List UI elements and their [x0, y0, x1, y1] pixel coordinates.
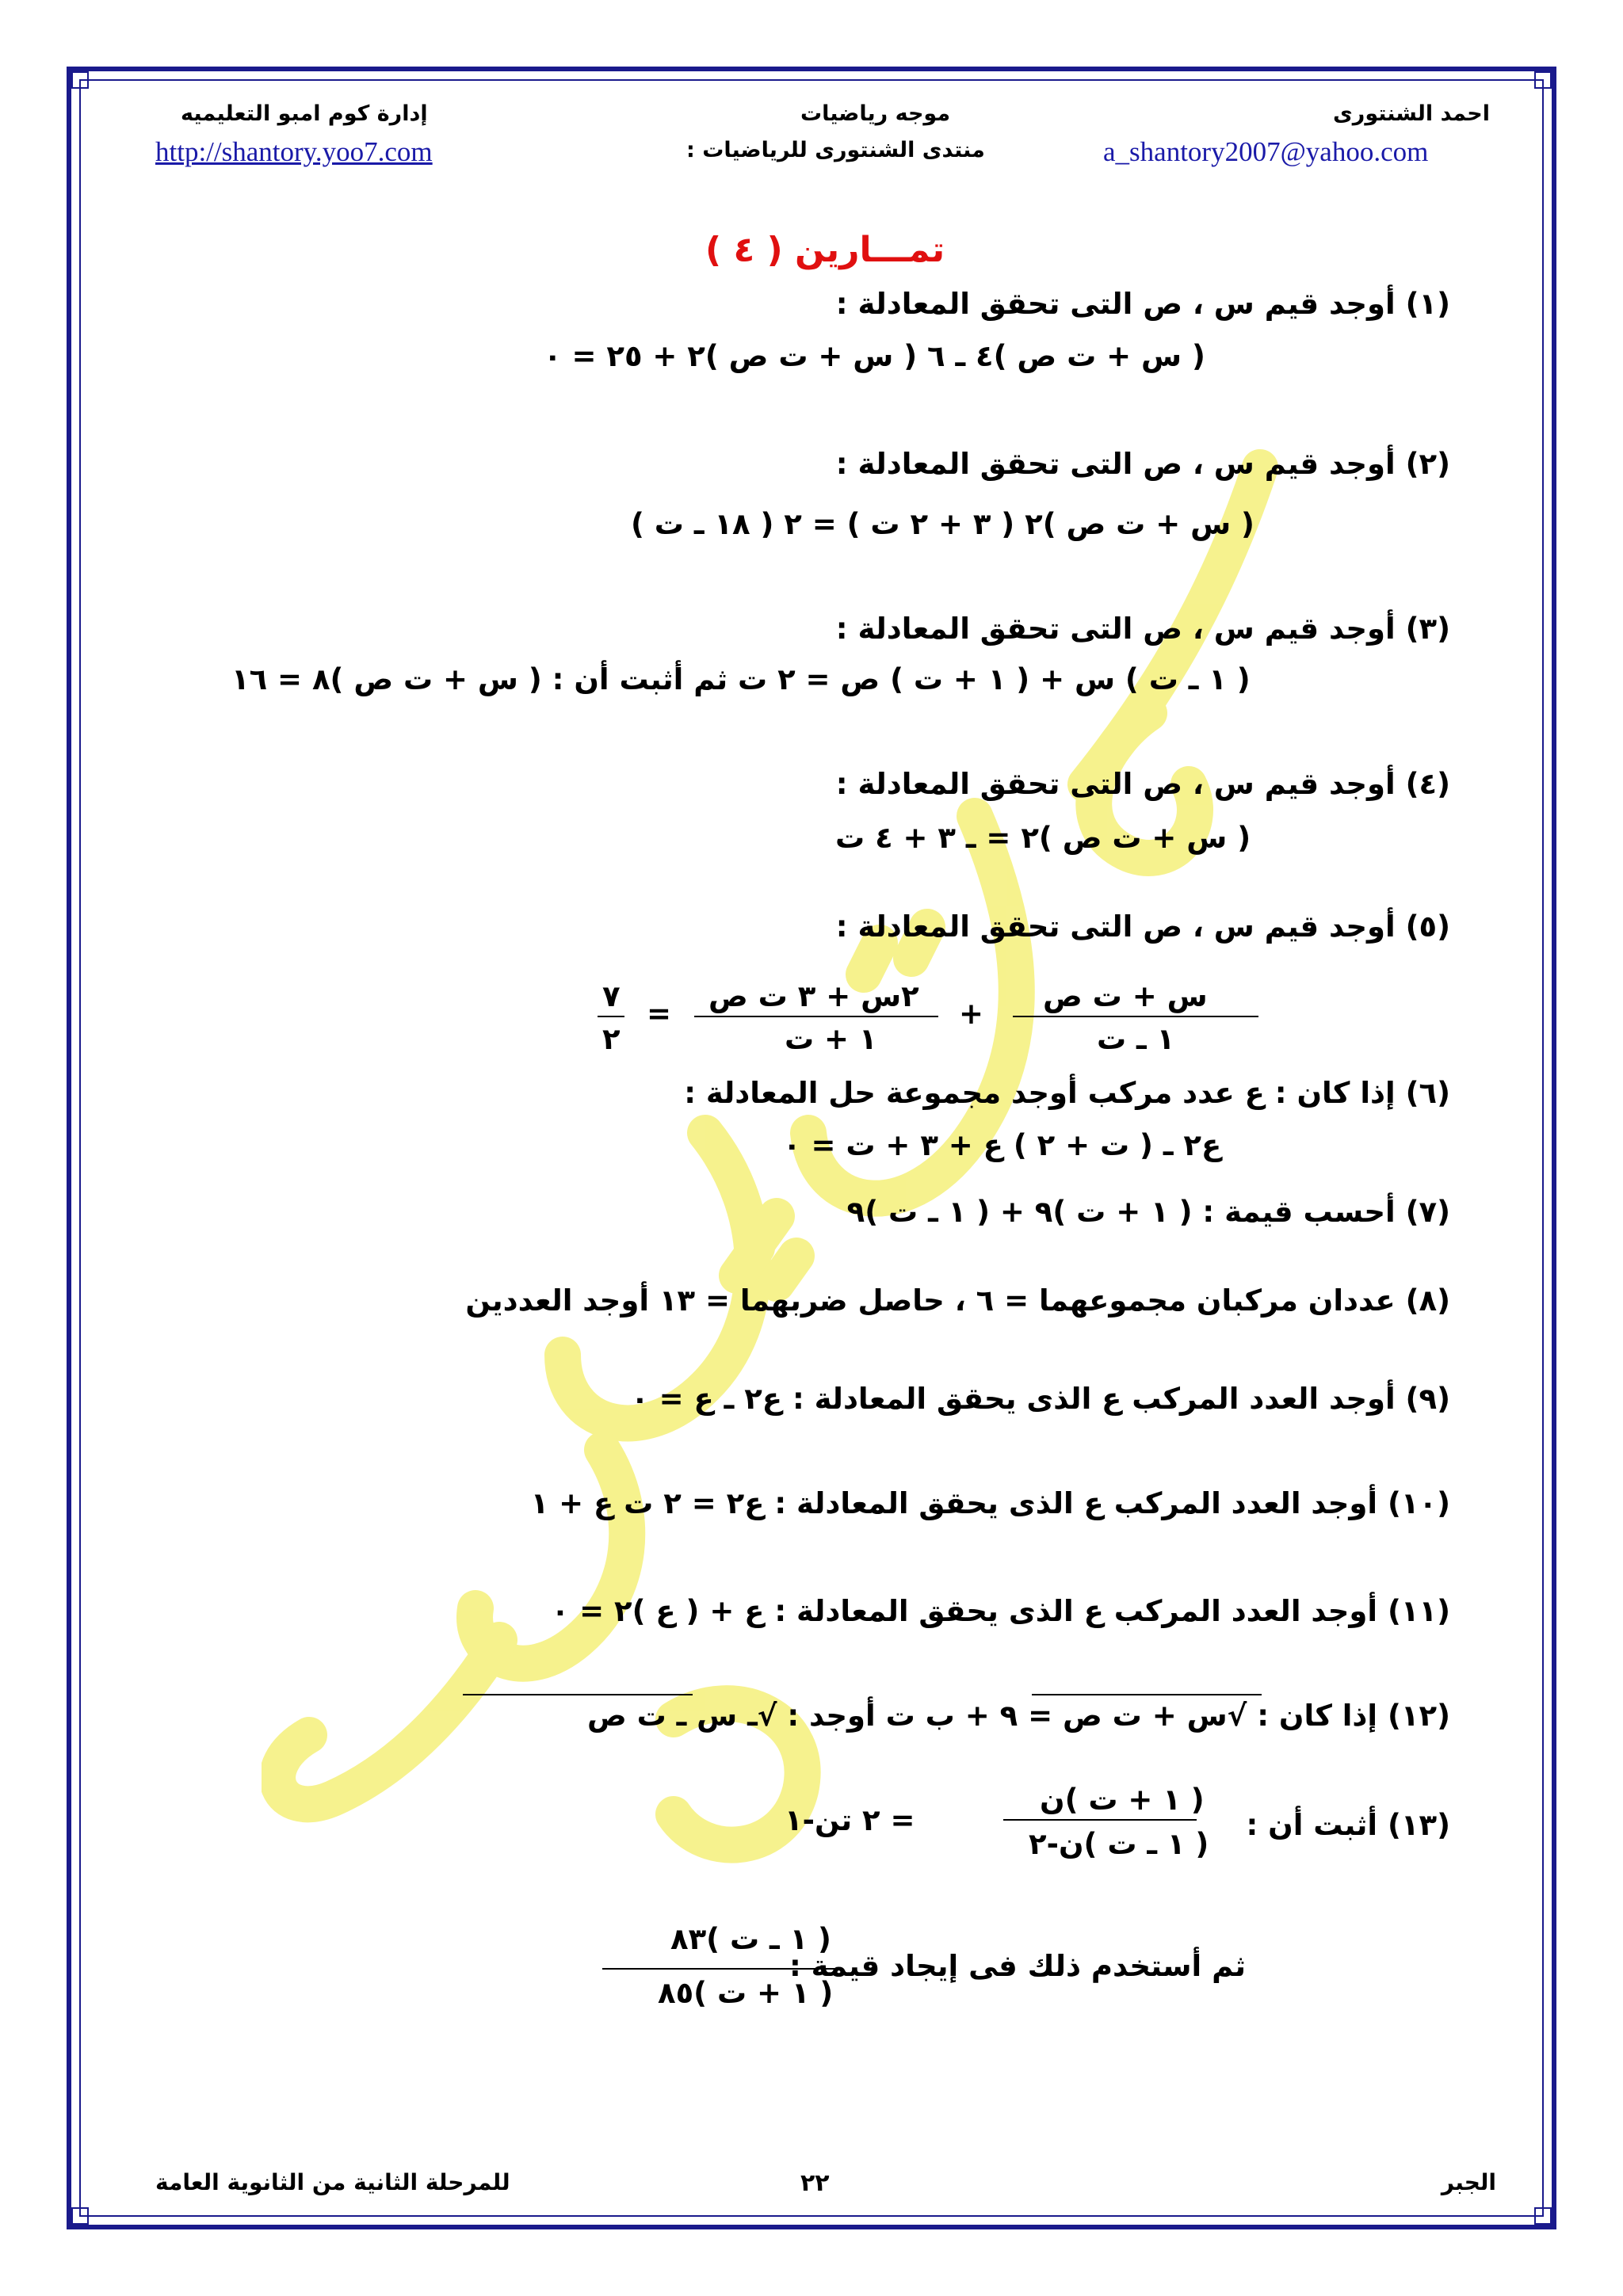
q13-fraction-bar: [1003, 1819, 1197, 1821]
corner-ornament: [71, 2207, 89, 2225]
q13-rhs: = ٢ تن-١: [785, 1803, 915, 1837]
question-3-equation: ( ١ ـ ت ) س + ( ١ + ت ) ص = ٢ ت ثم أثبت أن : ( س + ت ص )٨ = ١٦: [231, 662, 1251, 696]
question-9: (٩) أوجد العدد المركب ع الذى يحقق المعادلة : ع٢ ـ ع = ٠: [631, 1382, 1450, 1416]
corner-ornament: [1534, 2207, 1552, 2225]
followup-fraction-bar: [602, 1968, 840, 1970]
plus-sign: +: [959, 997, 984, 1031]
q13-denominator: ( ١ ـ ت )ن-٢: [1029, 1827, 1209, 1861]
question-6: (٦) إذا كان : ع عدد مركب أوجد مجموعة حل المعادلة :: [684, 1076, 1450, 1110]
question-12: (١٢) إذا كان : √س + ت ص = ٩ + ب ت أوجد : √ـ س ـ ت ص: [586, 1699, 1450, 1733]
fraction-1-numerator: س + ت ص: [1043, 979, 1208, 1013]
radical-bar-2: [463, 1694, 693, 1695]
radical-bar-1: [1032, 1694, 1262, 1695]
question-6-equation: ع٢ ـ ( ت + ٢ ) ع + ٣ + ت = ٠: [783, 1128, 1222, 1162]
followup-denominator: ( ١ + ت )٨٥: [658, 1976, 834, 2010]
footer-subject: الجبر: [1441, 2169, 1496, 2195]
administration-name: إدارة كوم امبو التعليميه: [181, 101, 428, 126]
question-5: (٥) أوجد قيم س ، ص التى تحقق المعادلة :: [835, 910, 1450, 944]
rhs-numerator: ٧: [602, 979, 621, 1013]
footer-grade: للمرحلة الثانية من الثانوية العامة: [155, 2169, 510, 2195]
question-2-equation: ( س + ت ص )٢ ( ٣ + ٢ ت ) = ٢ ( ١٨ ـ ت ): [631, 507, 1254, 541]
rhs-denominator: ٢: [602, 1022, 621, 1056]
rhs-bar: [598, 1016, 624, 1017]
question-1-equation: ( س + ت ص )٤ ـ ٦ ( س + ت ص )٢ + ٢٥ = ٠: [544, 339, 1205, 373]
corner-ornament: [71, 71, 89, 89]
question-10: (١٠) أوجد العدد المركب ع الذى يحقق المعادلة : ع٢ = ٢ ت ع + ١: [530, 1486, 1450, 1520]
author-role: موجه رياضيات: [800, 101, 951, 126]
exercise-title: تمـــارين ( ٤ ): [705, 230, 945, 270]
equals-sign: =: [647, 997, 672, 1031]
fraction-2-bar: [694, 1016, 938, 1017]
fraction-1-denominator: ١ ـ ت: [1097, 1022, 1175, 1056]
question-13: (١٣) أثبت أن :: [1246, 1808, 1450, 1842]
question-7: (٧) أحسب قيمة : ( ١ + ت )٩ + ( ١ ـ ت )٩: [846, 1195, 1450, 1229]
question-2: (٢) أوجد قيم س ، ص التى تحقق المعادلة :: [835, 447, 1450, 481]
forum-label: منتدى الشنتورى للرياضيات :: [686, 138, 985, 162]
followup-numerator: ( ١ ـ ت )٨٣: [670, 1922, 831, 1956]
fraction-1-bar: [1013, 1016, 1258, 1017]
question-1: (١) أوجد قيم س ، ص التى تحقق المعادلة :: [835, 287, 1450, 321]
forum-link[interactable]: http://shantory.yoo7.com: [155, 136, 433, 167]
question-8: (٨) عددان مركبان مجموعهما = ٦ ، حاصل ضربهما = ١٣ أوجد العددين: [465, 1283, 1450, 1318]
q13-numerator: ( ١ + ت )ن: [1040, 1783, 1205, 1817]
question-4: (٤) أوجد قيم س ، ص التى تحقق المعادلة :: [835, 767, 1450, 801]
corner-ornament: [1534, 71, 1552, 89]
fraction-2-numerator: ٢س + ٣ ت ص: [708, 979, 919, 1013]
page-number: ٢٢: [800, 2169, 830, 2197]
author-email[interactable]: a_shantory2007@yahoo.com: [1103, 136, 1429, 167]
followup-question: ثم أستخدم ذلك فى إيجاد قيمة :: [789, 1949, 1246, 1983]
question-3: (٣) أوجد قيم س ، ص التى تحقق المعادلة :: [835, 612, 1450, 646]
question-4-equation: ( س + ت ص )٢ = ـ ٣ + ٤ ت: [835, 821, 1251, 855]
question-11: (١١) أوجد العدد المركب ع الذى يحقق المعادلة : ع + ( ع )٢ = ٠: [551, 1594, 1450, 1628]
author-name: احمد الشنتورى: [1333, 101, 1490, 126]
fraction-2-denominator: ١ + ت: [785, 1022, 877, 1056]
